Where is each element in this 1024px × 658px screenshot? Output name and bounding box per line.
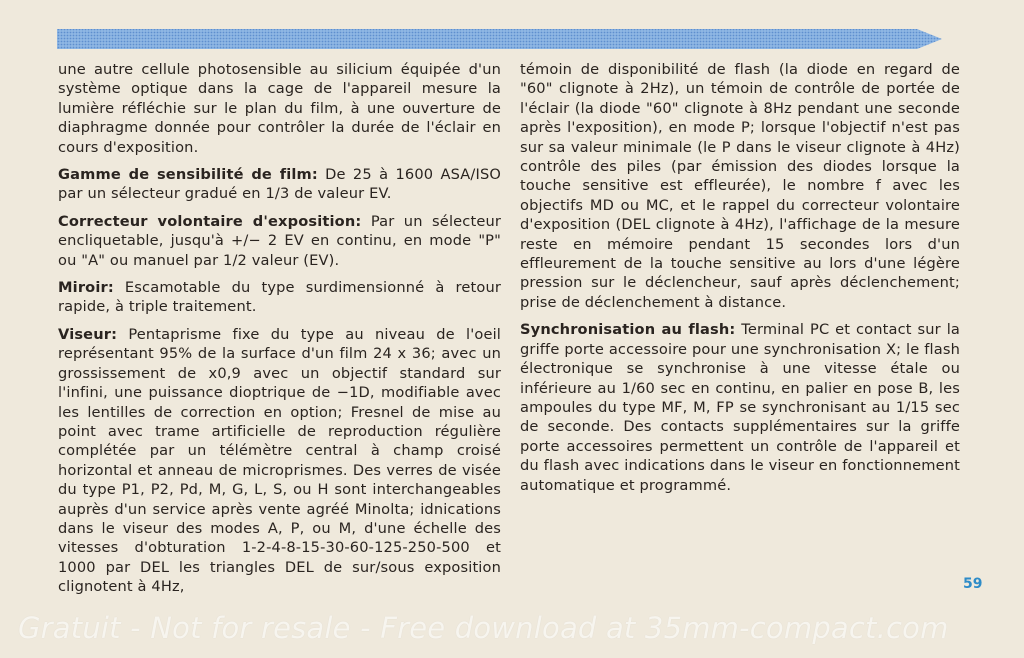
right-column — [520, 60, 960, 503]
paragraph-heading: Miroir: — [58, 279, 114, 297]
paragraph-miroir — [58, 278, 501, 317]
paragraph-heading: Gamme de sensibilité de film: — [58, 166, 318, 184]
page-number: 59 — [963, 576, 983, 592]
paragraph-synchronisation — [520, 320, 960, 495]
paragraph-viseur — [58, 325, 501, 597]
paragraph-text: témoin de disponibilité de flash (la diode en regard de "60" clignote à 2Hz), un témoin de contrôle de portée de l'éclair (la diode "60" clignote à 8Hz pendant une seconde après l'exposition), en mode P; lorsque l'objectif n'est pas sur sa valeur minimale (le P dans le viseur clignote à 4Hz) contrôle des piles (par émission des diodes lorsque la touche sensitive est effleurée), le nombre f avec les objectifs MD ou MC, et le rappel du correcteur volontaire d'exposition (DEL clignote à 4Hz), l'affichage de la mesure reste en mémoire pendant 15 secondes lors d'un effleurement de la touche sensitive au lors d'une légère pression sur le déclencheur, sauf après déclenchement; prise de déclenchement à distance. — [520, 61, 960, 311]
left-column — [58, 60, 501, 605]
paragraph-heading: Viseur: — [58, 325, 118, 343]
paragraph-text: De 25 à 1600 ASA/ISO par un sélecteur gradué en 1/3 de valeur EV. — [58, 166, 502, 203]
paragraph-correcteur — [58, 212, 501, 270]
paragraph-sensibilite — [58, 165, 501, 204]
watermark-text: Gratuit - Not for resale - Free download at 35mm-compact.com — [18, 611, 949, 645]
paragraph-heading: Synchronisation au flash: — [520, 321, 736, 339]
paragraph-temoins — [520, 60, 960, 312]
header-banner — [57, 28, 942, 50]
paragraph-text: Escamotable du type surdimensionné à retour rapide, à triple traitement. — [58, 279, 501, 316]
paragraph-text: Terminal PC et contact sur la griffe porte accessoire pour une synchronisation X; le flash électronique se synchronise à une vitesse étale ou inférieure au 1/60 sec en continu, en palier en pose B, les ampoules du type MF, M, FP se synchronisant au 1/15 sec de seconde. Des contacts supplémentaires sur la griffe porte accessoires permettent un contrôle de l'appareil et du flash avec indications dans le viseur en fonctionnement automatique et programmé. — [520, 321, 960, 494]
paragraph-text: une autre cellule photosensible au silicium équipée d'un système optique dans la cage de l'appareil mesure la lumière réfléchie sur le plan du film, à une ouverture de diaphragme donnée pour contrôler la durée de l'éclair en cours d'exposition. — [58, 61, 501, 156]
paragraph-heading: Correcteur volontaire d'exposition: — [58, 212, 362, 230]
paragraph-text: Par un sélecteur encliquetable, jusqu'à +/− 2 EV en continu, en mode "P" ou "A" ou manuel par 1/2 valeur (EV). — [58, 212, 501, 269]
paragraph-text: Pentaprisme fixe du type au niveau de l'oeil représentant 95% de la surface d'un film 24 x 36; avec un grossissement de x0,9 avec un objectif standard sur l'infini, une puissance dioptrique de −1D, modifiable avec les lentilles de correction en option; Fresnel de mise au point avec trame artificielle de reproduction régulière complétée par un télémètre central à champ croisé horizontal et anneau de microprismes. Des verres de visée du type P1, P2, Pd, M, G, L, S, ou H sont interchangeables auprès d'un service après vente agréé Minolta; idnications dans le viseur des modes A, P, ou M, d'une échelle des vitesses d'obturation 1-2-4-8-15-30-60-125-250-500 et 1000 par DEL les triangles DEL de sur/sous exposition clignotent à 4Hz, — [58, 325, 501, 596]
paragraph-cellule — [58, 60, 501, 157]
